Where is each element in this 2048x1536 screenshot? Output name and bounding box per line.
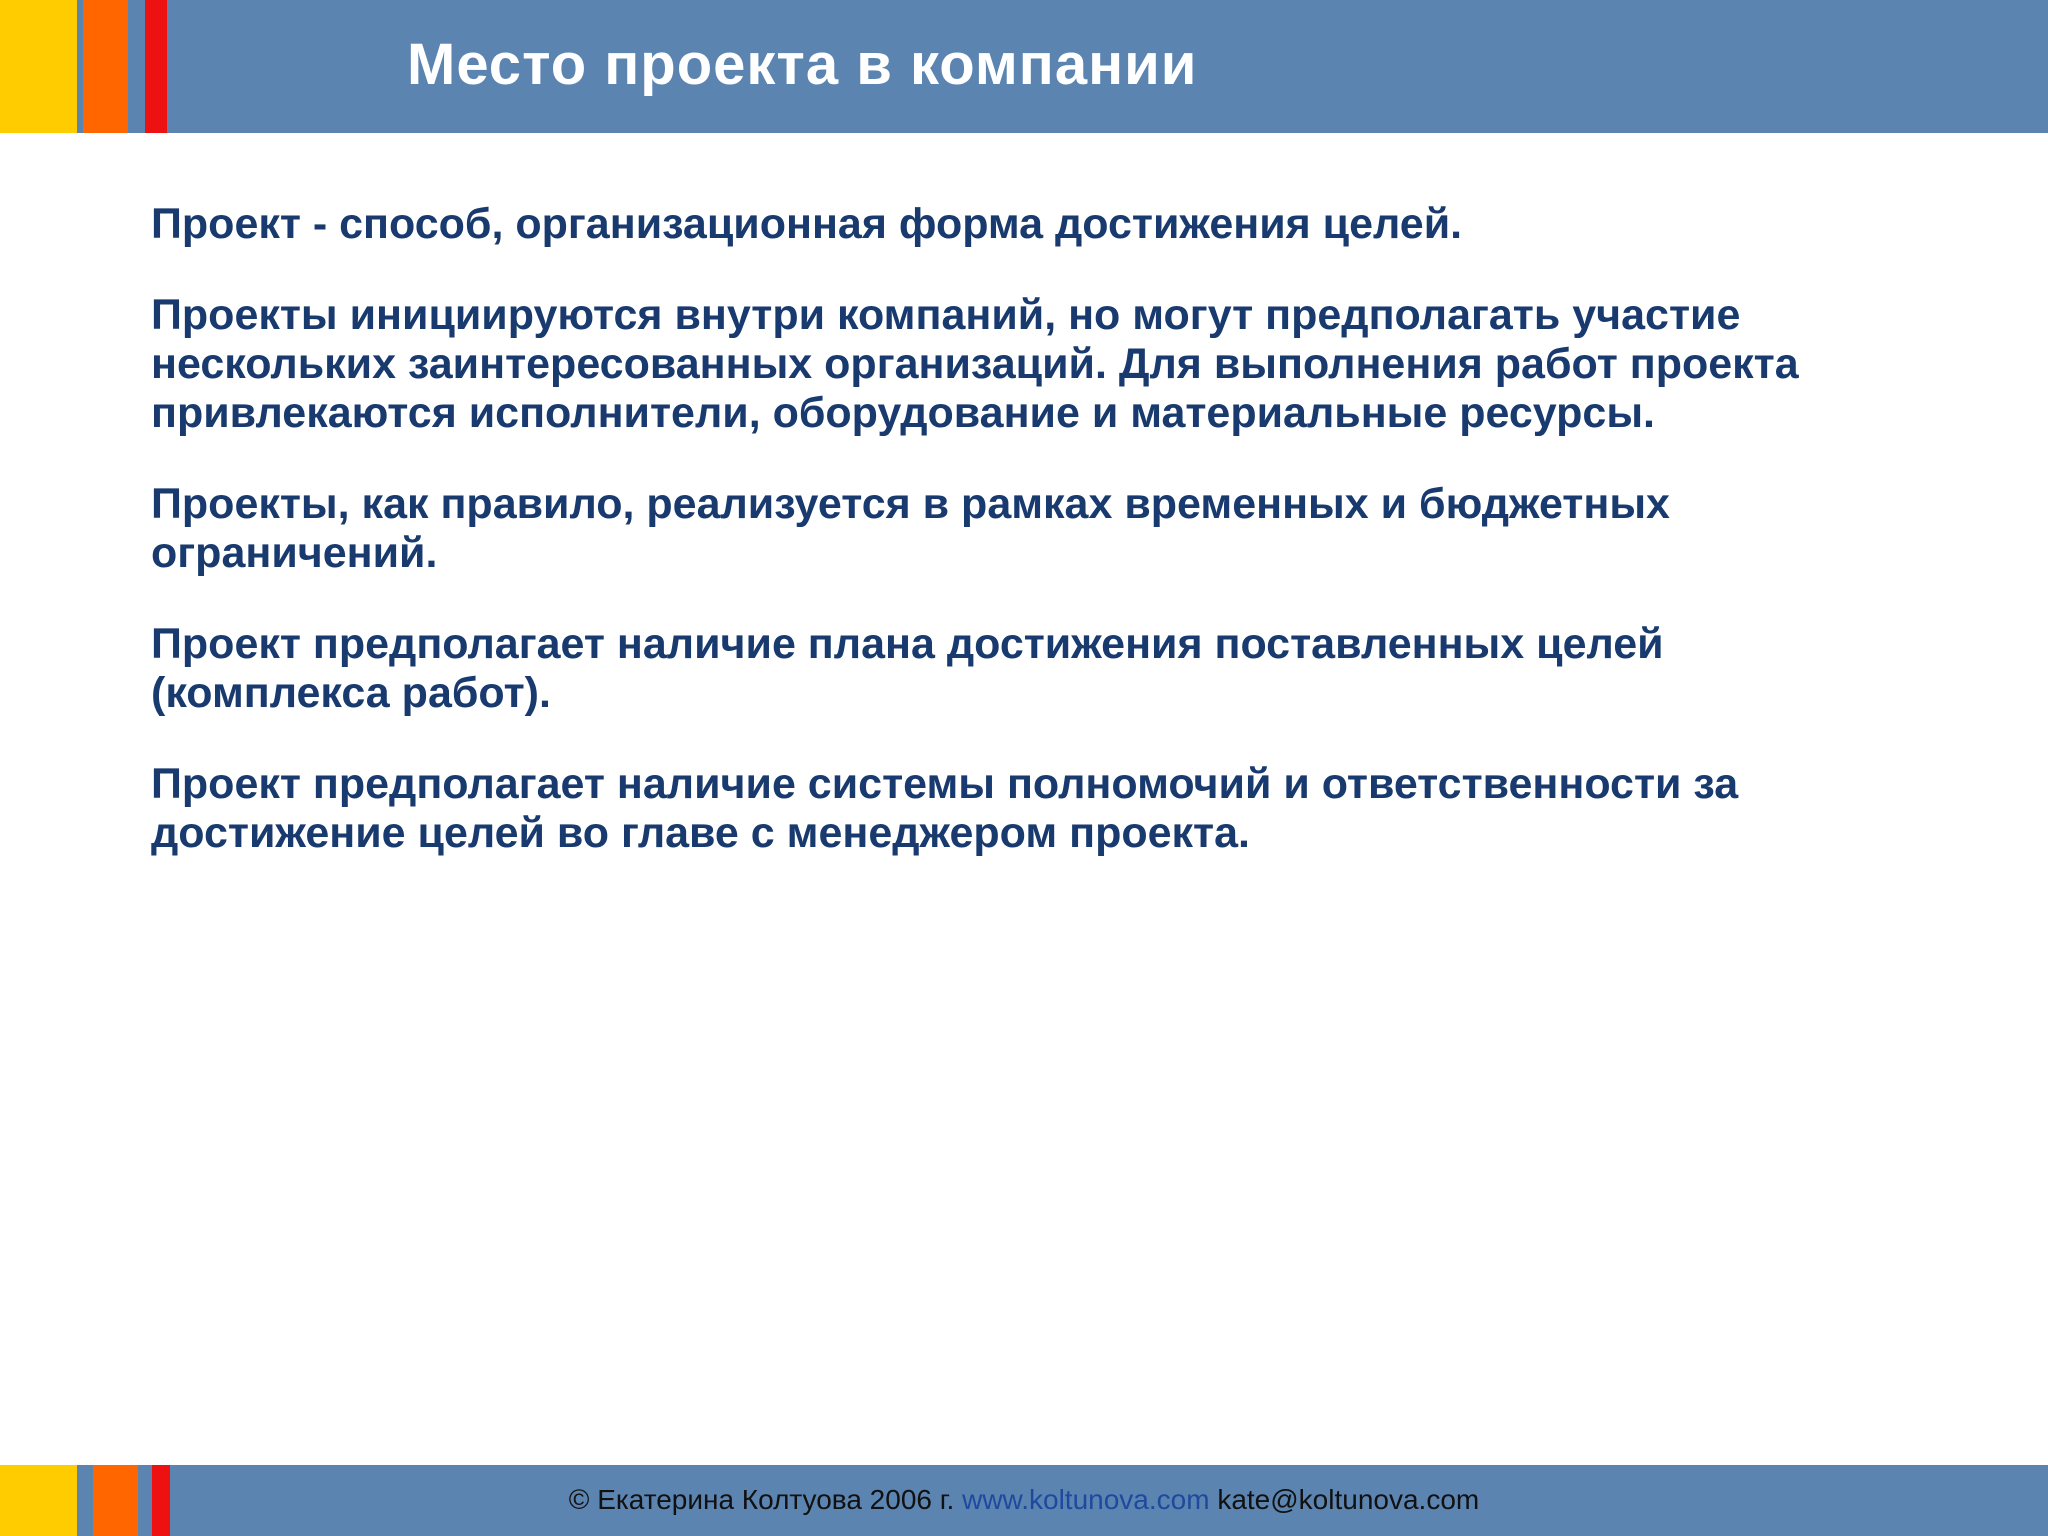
footer-website-link[interactable]: www.koltunova.com [962,1484,1210,1515]
stripe-red [145,0,167,133]
paragraph-plan: Проект предполагает наличие плана достижения поставленных целей (комплекса работ). [151,620,1664,717]
stripe-orange [83,0,128,133]
header-band [0,0,2048,133]
paragraph-definition: Проект - способ, организационная форма достижения целей. [151,200,1463,248]
paragraph-responsibility: Проект предполагает наличие системы полномочий и ответственности за достижение целей во главе с менеджером проекта. [151,760,1739,857]
slide-title: Место проекта в компании [407,32,1198,97]
slide-body [151,200,1931,900]
stripe-yellow [0,0,77,133]
footer-credits [0,1480,2048,1520]
paragraph-constraints: Проекты, как правило, реализуется в рамках временных и бюджетных ограничений. [151,480,1670,577]
footer-email-link[interactable]: kate@koltunova.com [1217,1484,1480,1515]
paragraph-initiation: Проекты инициируются внутри компаний, но могут предполагать участие нескольких заинтересованных организаций. Для выполнения работ проекта привлекаются исполнители, оборудование и материальные ресурсы. [151,291,1799,437]
footer-copyright: © Екатерина Колтуова 2006 г. [568,1484,955,1515]
